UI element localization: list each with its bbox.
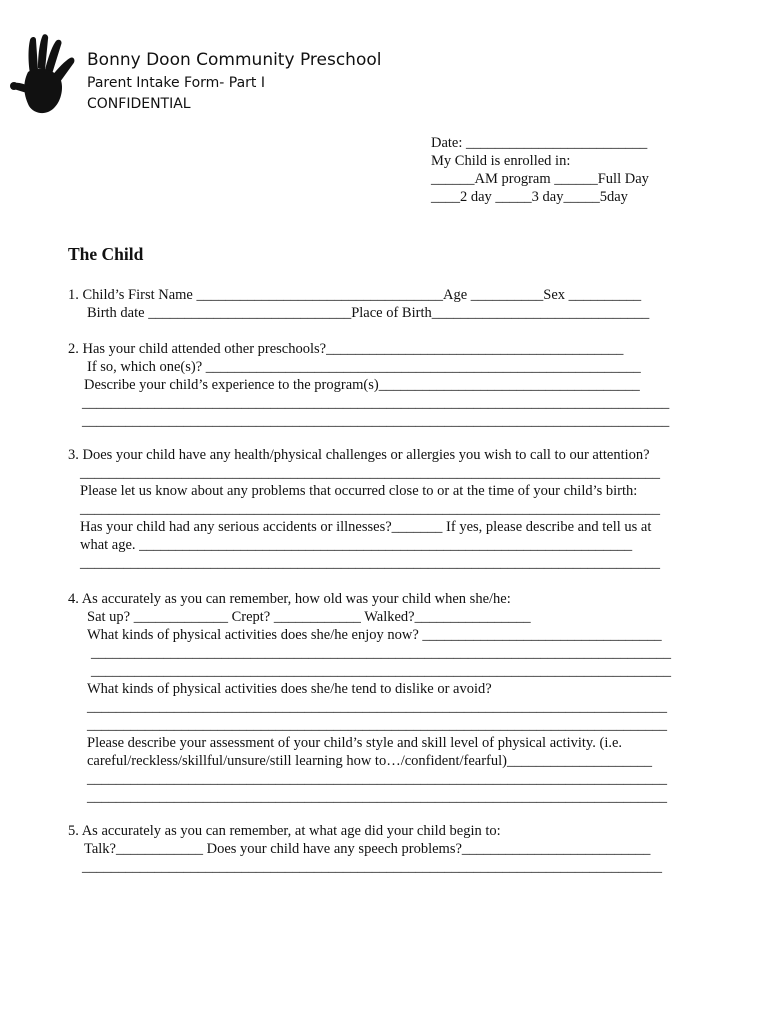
form-line[interactable]: Talk?____________ Does your child have any speech problems?__________________________ xyxy=(84,841,651,857)
form-line[interactable]: ________________________________________________________________________________ xyxy=(87,771,667,787)
form-line: 4. As accurately as you can remember, how old was your child when she/he: xyxy=(68,591,511,607)
handprint-logo-icon xyxy=(8,34,80,116)
form-line[interactable]: ________________________________________________________________________________ xyxy=(87,789,667,805)
form-line: Please describe your assessment of your child’s style and skill level of physical activity. (i.e. xyxy=(87,735,623,751)
form-line[interactable]: _________________________________________________________________________________ xyxy=(82,413,670,429)
form-line[interactable]: Describe your child’s experience to the program(s)____________________________________ xyxy=(84,377,640,393)
form-line[interactable]: What kinds of physical activities does she/he enjoy now? _________________________________ xyxy=(87,627,662,643)
form-line[interactable]: ________________________________________________________________________________ xyxy=(82,859,662,875)
form-line[interactable]: 2. Has your child attended other preschools?_________________________________________ xyxy=(68,341,624,357)
form-line[interactable]: 1. Child’s First Name __________________________________Age __________Sex __________ xyxy=(68,287,642,303)
form-line[interactable]: what age. ____________________________________________________________________ xyxy=(80,537,633,553)
form-line[interactable]: If so, which one(s)? ____________________________________________________________ xyxy=(87,359,641,375)
organization-name: Bonny Doon Community Preschool xyxy=(87,50,382,70)
form-line[interactable]: Sat up? _____________ Crept? ____________ Walked?________________ xyxy=(87,609,531,625)
form-line[interactable]: Birth date ____________________________Place of Birth______________________________ xyxy=(87,305,650,321)
form-line[interactable]: careful/reckless/skillful/unsure/still learning how to…/confident/fearful)____________________ xyxy=(87,753,652,769)
form-line: 3. Does your child have any health/physical challenges or allergies you wish to call to our attention? xyxy=(68,447,650,463)
form-line: Please let us know about any problems that occurred close to or at the time of your child’s birth: xyxy=(80,483,638,499)
form-line[interactable]: _________________________________________________________________________________ xyxy=(82,395,670,411)
form-line[interactable]: ________________________________________________________________________________ xyxy=(80,465,660,481)
date-field[interactable]: Date: _________________________ xyxy=(431,135,648,151)
program-choice-field[interactable]: ______AM program ______Full Day xyxy=(431,171,649,187)
form-line: 5. As accurately as you can remember, at what age did your child begin to: xyxy=(68,823,501,839)
form-line[interactable]: ________________________________________________________________________________ xyxy=(87,717,667,733)
form-line: What kinds of physical activities does she/he tend to dislike or avoid? xyxy=(87,681,492,697)
form-line[interactable]: Has your child had any serious accidents or illnesses?_______ If yes, please describe and tell us at xyxy=(80,519,652,535)
form-line[interactable]: ________________________________________________________________________________ xyxy=(91,645,671,661)
days-choice-field[interactable]: ____2 day _____3 day_____5day xyxy=(431,189,628,205)
confidential-label: CONFIDENTIAL xyxy=(87,96,191,112)
form-title: Parent Intake Form- Part I xyxy=(87,75,265,91)
form-line[interactable]: ________________________________________________________________________________ xyxy=(80,501,660,517)
enrolled-in-label: My Child is enrolled in: xyxy=(431,153,571,169)
form-line[interactable]: ________________________________________________________________________________ xyxy=(87,699,667,715)
form-line[interactable]: ________________________________________________________________________________ xyxy=(80,555,660,571)
section-title: The Child xyxy=(68,244,144,264)
form-line[interactable]: ________________________________________________________________________________ xyxy=(91,663,671,679)
